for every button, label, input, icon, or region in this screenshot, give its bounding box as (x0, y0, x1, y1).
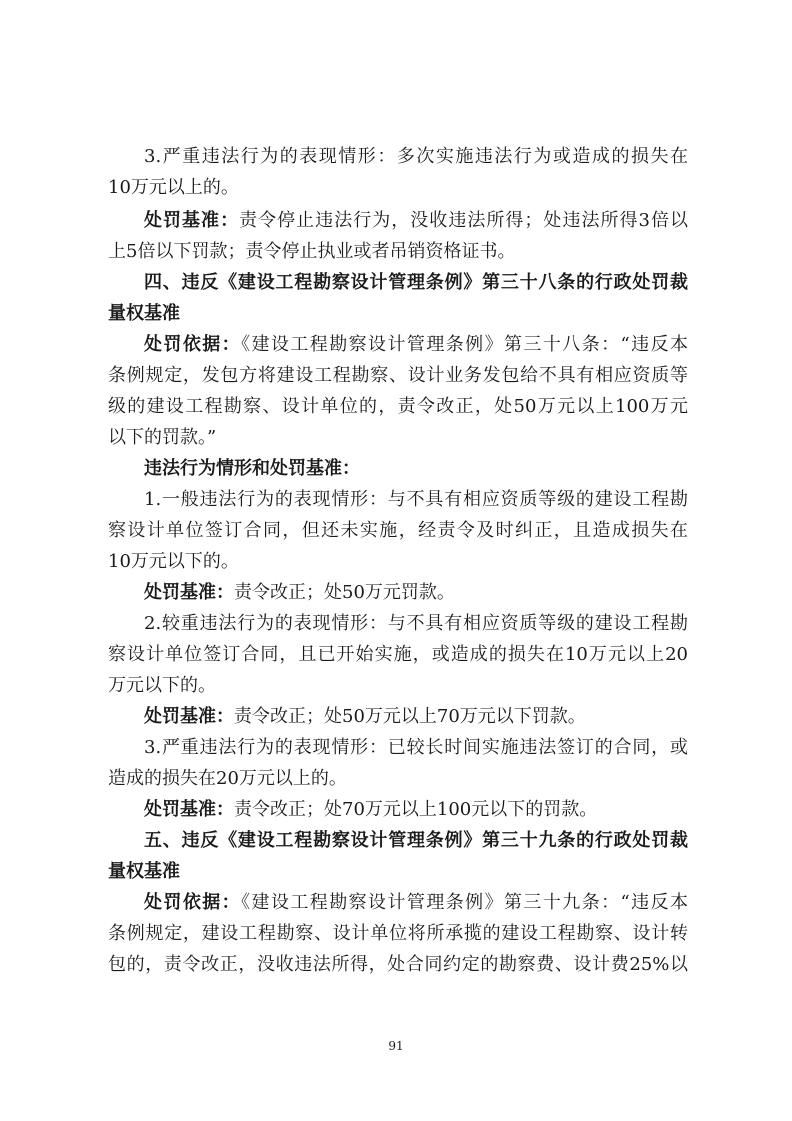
penalty-basis-label: 处罚基准： (144, 706, 234, 727)
paragraph-line: 3.严重违法行为的表现情形：多次实施违法行为或造成的损失在 (144, 146, 688, 167)
section-heading: 五、违反《建设工程勘察设计管理条例》第三十九条的行政处罚裁 (144, 830, 688, 851)
penalty-basis-label: 处罚基准： (144, 799, 234, 820)
penalty-basis-label: 处罚基准： (144, 582, 234, 603)
paragraph-line: 条例规定，发包方将建设工程勘察、设计业务发包给不具有相应资质等 (108, 365, 688, 386)
section-heading: 量权基准 (108, 861, 180, 882)
paragraph-line: 1.一般违法行为的表现情形：与不具有相应资质等级的建设工程勘 (144, 489, 688, 510)
paragraph-text: 《建设工程勘察设计管理条例》第三十八条：“违反本 (241, 334, 688, 355)
page-number: 91 (388, 1039, 404, 1053)
penalty-basis-label: 处罚依据： (144, 334, 242, 355)
section-heading: 四、违反《建设工程勘察设计管理条例》第三十八条的行政处罚裁 (144, 272, 688, 293)
paragraph-line: 条例规定，建设工程勘察、设计单位将所承揽的建设工程勘察、设计转 (108, 923, 688, 944)
paragraph-text: 责令改正；处50万元以上70万元以下罚款。 (234, 706, 586, 727)
paragraph-line: 万元以下的。 (108, 675, 216, 696)
paragraph-text: 责令改正；处70万元以上100元以下的罚款。 (234, 799, 598, 820)
paragraph-line (144, 795, 688, 825)
penalty-basis-label: 处罚基准： (144, 210, 240, 231)
subsection-heading: 违法行为情形和处罚基准： (144, 458, 360, 479)
section-heading: 量权基准 (108, 303, 180, 324)
paragraph-line (144, 578, 688, 608)
penalty-basis-label: 处罚依据： (144, 892, 242, 913)
paragraph-line: 2.较重违法行为的表现情形：与不具有相应资质等级的建设工程勘 (144, 613, 688, 634)
paragraph-line: 3.严重违法行为的表现情形：已较长时间实施违法签订的合同，或 (144, 737, 688, 758)
paragraph-line: 上5倍以下罚款；责令停止执业或者吊销资格证书。 (108, 241, 516, 262)
paragraph-text: 责令改正；处50万元罚款。 (234, 582, 455, 603)
paragraph-line: 察设计单位签订合同，但还未实施，经责令及时纠正，且造成损失在 (108, 520, 688, 541)
paragraph-line: 造成的损失在20万元以上的。 (108, 768, 347, 789)
paragraph-line: 10万元以上的。 (108, 177, 239, 198)
paragraph-line (144, 330, 688, 360)
paragraph-line: 以下的罚款。” (108, 427, 217, 448)
paragraph-line: 察设计单位签订合同，且已开始实施，或造成的损失在10万元以上20 (108, 644, 688, 665)
paragraph-line: 包的，责令改正，没收违法所得，处合同约定的勘察费、设计费25%以 (108, 954, 688, 975)
paragraph-line: 10万元以下的。 (108, 551, 239, 572)
paragraph-line (144, 702, 688, 732)
paragraph-text: 责令停止违法行为，没收违法所得；处违法所得3倍以 (239, 210, 688, 231)
paragraph-line (144, 206, 688, 236)
paragraph-text: 《建设工程勘察设计管理条例》第三十九条：“违反本 (241, 892, 688, 913)
paragraph-line: 级的建设工程勘察、设计单位的，责令改正，处50万元以上100万元 (108, 396, 688, 417)
paragraph-line (144, 888, 688, 918)
